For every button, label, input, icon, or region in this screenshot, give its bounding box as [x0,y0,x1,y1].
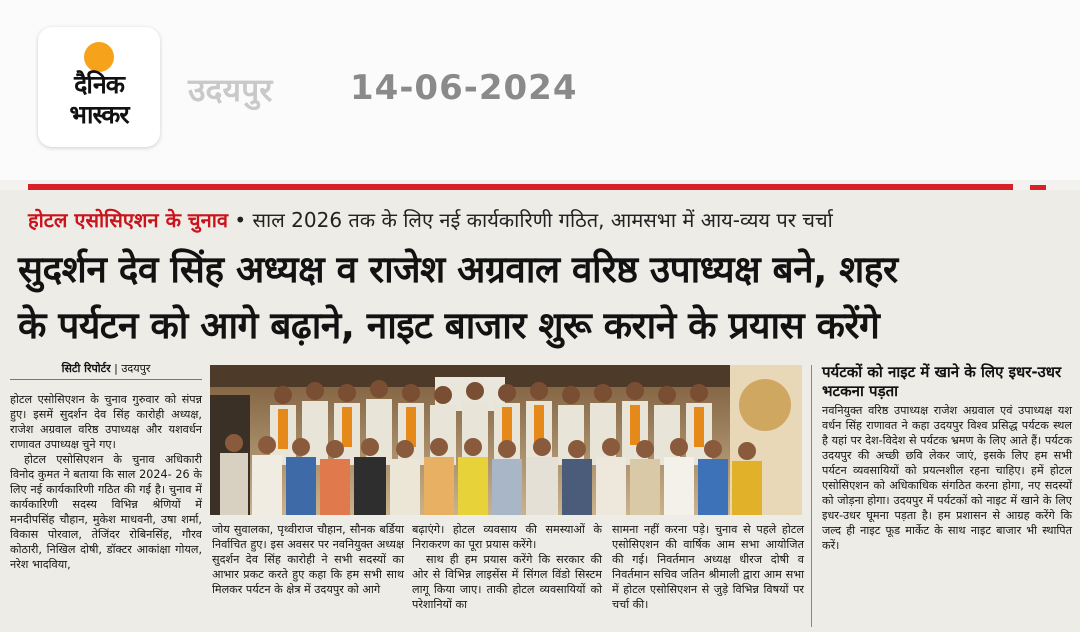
byline [10,361,202,380]
masthead-rule [28,184,1013,190]
paragraph: बढ़ाएंगे। होटल व्यवसाय की समस्याओं के निराकरण का पूरा प्रयास करेंगे। [412,523,602,551]
sun-icon [84,42,114,72]
paragraph: होटल एसोसिएशन के चुनाव अधिकारी विनोद कुमत ने बताया कि साल 2024- 26 के लिए नई कार्यकारिणी गठित की गई है। चुनाव में कार्यकारिणी सदस्य विभिन्न श्रेणियों में मनदीपसिंह चौहान, मुकेश माधवनी, उषा शर्मा, विकास पोरवाल, तेजिंदर रोबिनसिंह, गौरव कोठारी, निखिल दोषी, डॉक्टर आकांक्षा गोयल, नरेश भादविया, [10,453,202,571]
group-photo-image [210,365,802,515]
paragraph: होटल एसोसिएशन के चुनाव गुरुवार को संपन्न हुए। इसमें सुदर्शन देव सिंह कारोही अध्यक्ष, राजेश अग्रवाल वरिष्ठ उपाध्यक्ष और यशवर्धन राणावत उपाध्यक्ष चुने गए। [10,393,202,451]
article-column-2: जोय सुवालका, पृथ्वीराज चौहान, सौनक बर्डिया निर्वाचित हुए। इस अवसर पर नवनियुक्त अध्यक्ष सुदर्शन देव सिंह कारोही ने सभी सदस्यों का आभार प्रकट करते हुए कहा कि हम सभी साथ मिलकर पर्यटन के क्षेत्र में उदयपुर को आगे [212,523,404,596]
article-column-1 [10,392,202,572]
logo-text-line2: भास्कर [69,100,129,129]
app-header [0,0,1080,180]
article-column-3 [412,522,602,612]
column-divider [811,365,812,627]
headline-line-1: सुदर्शन देव सिंह अध्यक्ष व राजेश अग्रवाल वरिष्ठ उपाध्यक्ष बने, शहर [18,248,898,291]
dainik-bhaskar-logo[interactable] [38,27,160,147]
kicker-text: • साल 2026 तक के लिए नई कार्यकारिणी गठित, आमसभा में आय-व्यय पर चर्चा [234,208,833,232]
article-column-4: सामना नहीं करना पड़े। चुनाव से पहले होटल एसोसिएशन की वार्षिक आम सभा आयोजित की गई। निवर्तमान अध्यक्ष धीरज दोषी व निवर्तमान सचिव जतिन श्रीमाली द्वारा आम सभा में होटल एसोसिएशन से जुड़े विभिन्न विषयों पर चर्चा की। [612,523,804,611]
edition-city[interactable]: उदयपुर [188,71,273,109]
article-kicker [28,206,833,233]
masthead-rule-stub [1030,185,1046,190]
headline-line-2: के पर्यटन को आगे बढ़ाने, नाइट बाजार शुरू कराने के प्रयास करेंगे [18,304,880,347]
group-photo[interactable] [210,365,802,515]
paragraph: साथ ही हम प्रयास करेंगे कि सरकार की ओर से विभिन्न लाइसेंस में सिंगल विंडो सिस्टम लागू किया जाए। ताकी होटल व्यवसायियों को परेशानियों का [412,553,602,611]
logo-text-line1: दैनिक [74,70,124,99]
byline-place: | उदयपुर [114,362,151,375]
byline-reporter: सिटी रिपोर्टर [61,362,111,375]
kicker-label: होटल एसोसिएशन के चुनाव [28,208,229,232]
sidebar-body: नवनियुक्त वरिष्ठ उपाध्यक्ष राजेश अग्रवाल एवं उपाध्यक्ष यश वर्धन सिंह राणावत ने कहा उदयपुर विश्व प्रसिद्ध पर्यटक स्थल है यहां पर देश-विदेश से पर्यटक भ्रमण के लिए आते हैं। पर्यटक उदयपुर की अच्छी छवि लेकर जाएं, इसके लिए हम सभी पर्यटन व्यवसायियों को प्रयत्नशील रहना चाहिए। हमें होटल एसोसिएशन को अधिकाधिक संगठित करना होगा, नए सदस्यों को जोड़ना होगा। उदयपुर में पर्यटकों को नाइट में खाने के लिए इधर-उधर घूमना पड़ता है। हम प्रशासन से आग्रह करेंगे कि जल्द ही नाइट फूड मार्केट के साथ नाइट बाजार भी स्थापित करें। [822,404,1072,552]
edition-date[interactable]: 14-06-2024 [350,68,578,108]
sidebar-heading: पर्यटकों को नाइट में खाने के लिए इधर-उधर भटकना पड़ता [822,363,1062,400]
